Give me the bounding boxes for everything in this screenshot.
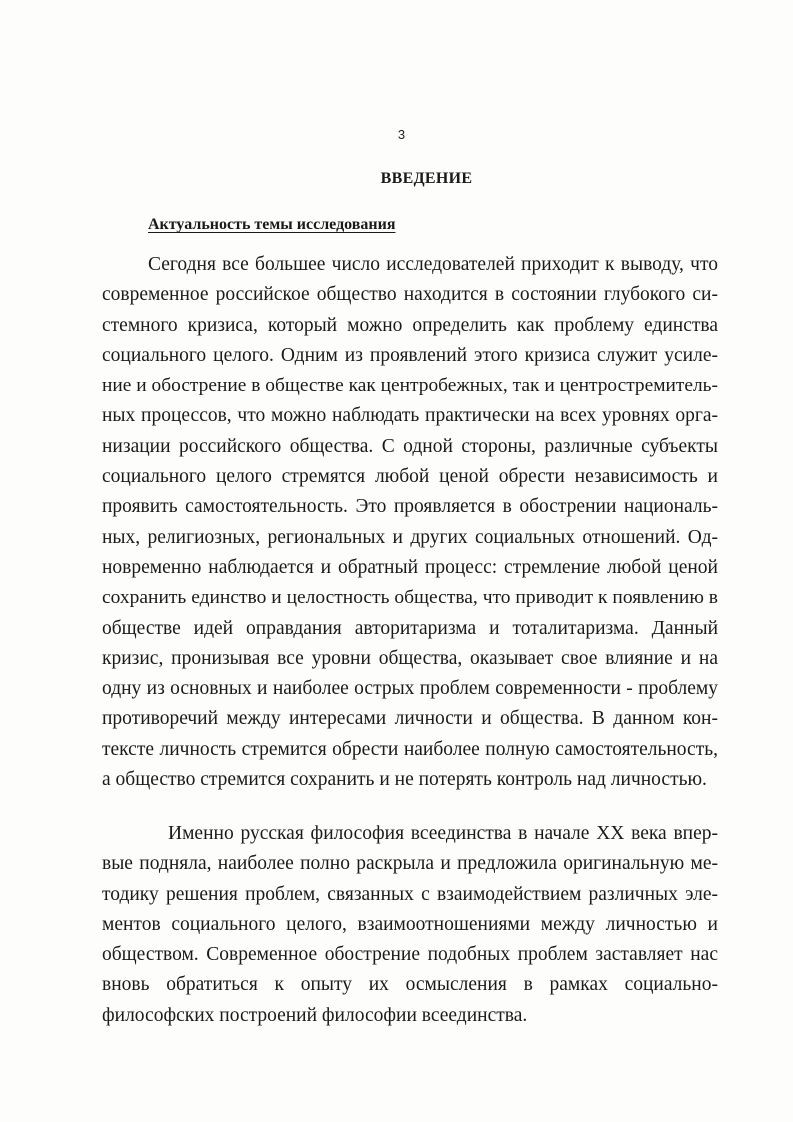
text-line: вновь обратиться к опыту их осмысления в рамках социально-	[102, 974, 718, 996]
text-line: Сегодня все большее число исследователей приходит к выводу, что	[148, 254, 718, 275]
text-line: социального целого стремятся любой ценой обрести независимость и	[102, 466, 718, 488]
text-line: современное российское общество находится в состоянии глубокого си-	[102, 284, 718, 306]
text-line: философских построений философии всеединства.	[102, 1004, 528, 1026]
section-heading: ВВЕДЕНИЕ	[380, 170, 473, 187]
text-line: проявить самостоятельность. Это проявляется в обострении националь-	[102, 496, 718, 518]
text-line: низации российского общества. С одной стороны, различные субъекты	[102, 435, 718, 457]
paragraph-relevance	[102, 250, 718, 795]
page-number: 3	[397, 127, 406, 142]
text-line: кризис, пронизывая все уровни общества, оказывает свое влияние и на	[102, 647, 718, 669]
subsection-heading: Актуальность темы исследования	[148, 216, 396, 233]
text-line: сохранить единство и целостность общества, что приводит к появлению в	[102, 587, 718, 609]
text-line: новременно наблюдается и обратный процесс: стремление любой ценой	[102, 556, 718, 578]
text-line: ние и обострение в обществе как центробежных, так и центростремитель-	[102, 375, 718, 397]
text-line: ных, религиозных, региональных и других социальных отношений. Од-	[102, 526, 718, 548]
text-line: тексте личность стремится обрести наиболее полную самостоятельность,	[102, 738, 718, 760]
text-line: вые подняла, наиболее полно раскрыла и предложила оригинальную ме-	[102, 853, 718, 875]
text-line: ментов социального целого, взаимоотношениями между личностью и	[102, 913, 718, 935]
text-line: противоречий между интересами личности и общества. В данном кон-	[102, 708, 718, 730]
text-line: Именно русская философия всеединства в начале XX века впер-	[168, 823, 718, 844]
text-line: тодику решения проблем, связанных с взаимодействием различных эле-	[102, 883, 718, 905]
text-line: ных процессов, что можно наблюдать практически на всех уровнях орга-	[102, 405, 718, 427]
text-line: обществом. Современное обострение подобных проблем заставляет нас	[102, 944, 718, 966]
text-line: а общество стремится сохранить и не потерять контроль над личностью.	[102, 769, 707, 791]
text-line: одну из основных и наиболее острых проблем современности - проблему	[102, 678, 718, 700]
text-line: социального целого. Одним из проявлений этого кризиса служит усиле-	[102, 344, 718, 366]
text-line: обществе идей оправдания авторитаризма и тоталитаризма. Данный	[102, 617, 718, 639]
paragraph-unity-philosophy	[102, 819, 718, 1031]
text-line: стемного кризиса, который можно определить как проблему единства	[102, 314, 718, 336]
